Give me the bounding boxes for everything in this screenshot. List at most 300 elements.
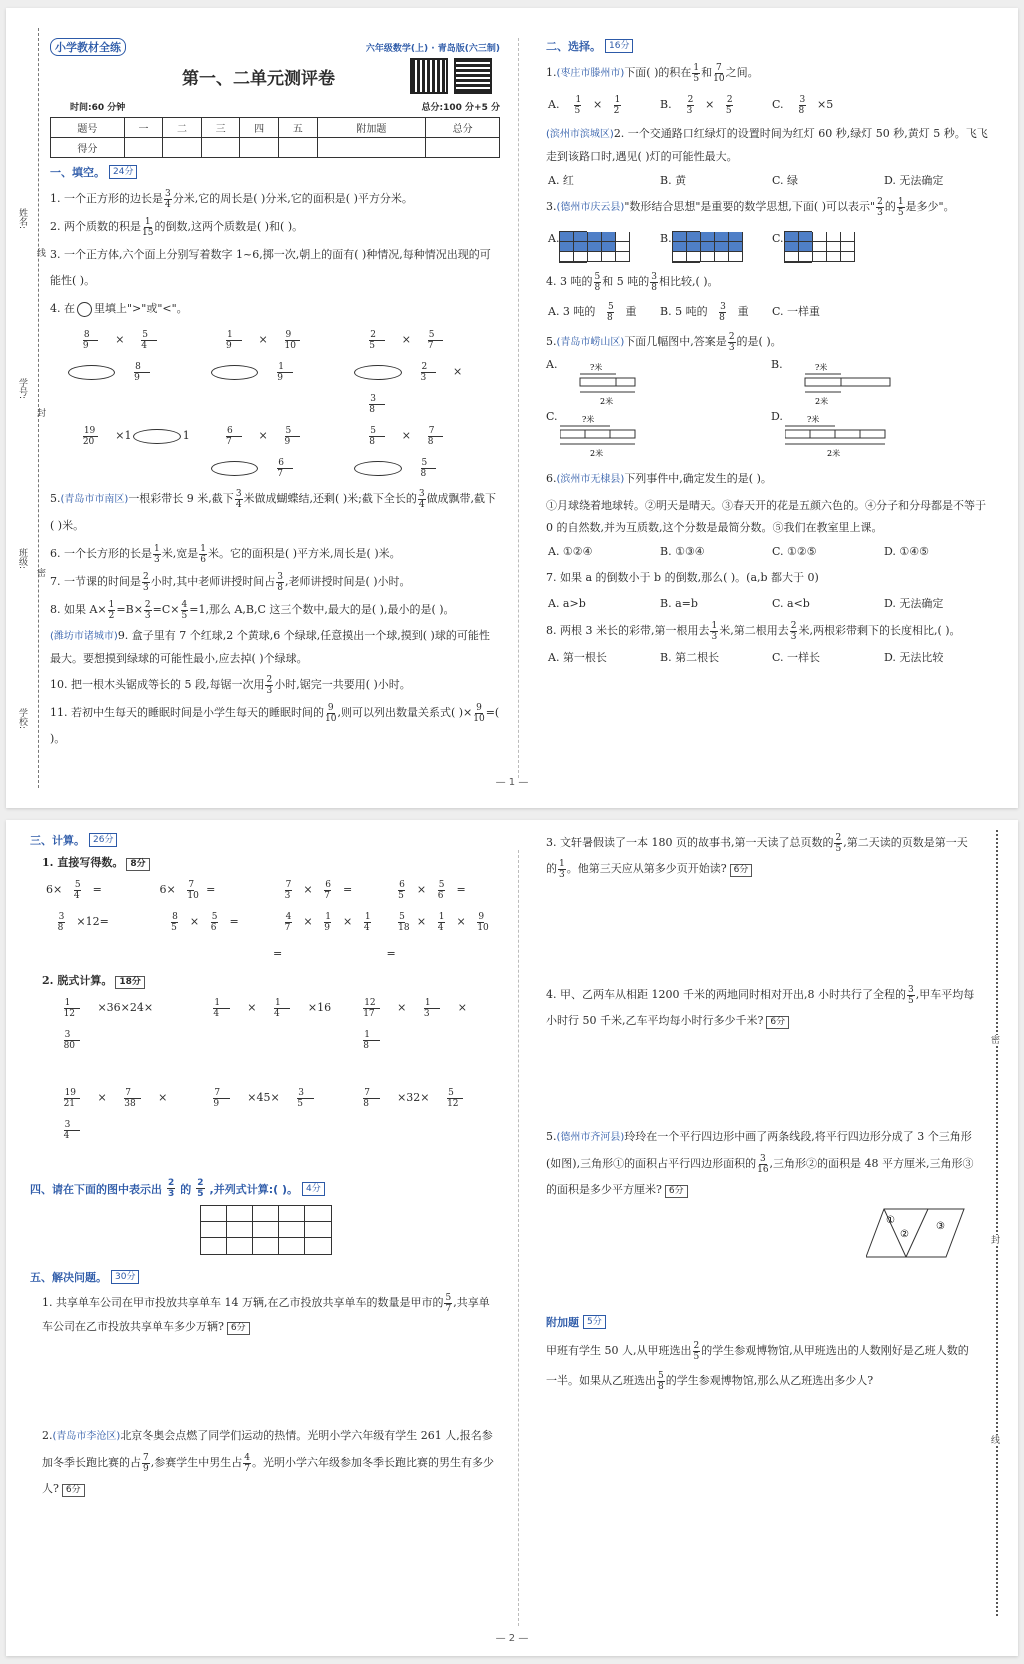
text: 7. 一节课的时间是 <box>50 575 141 588</box>
calc-item: 6× $\frac{5}{4}$ = <box>46 879 102 901</box>
text: 的学生参观博物馆,从甲班选出的人数刚好是乙班人数的一半。如果从乙班选出 <box>546 1344 969 1387</box>
text: 的 <box>884 200 896 213</box>
choice-q8-options <box>546 647 996 669</box>
option-c[interactable]: C. $\frac{3}{8}$ ×5 <box>772 94 834 116</box>
qr-code-icon-2 <box>454 58 492 94</box>
score-header-cell: 二 <box>163 118 202 138</box>
svg-text:?米: ?米 <box>807 415 820 424</box>
choice-q6-options <box>546 541 996 563</box>
mental-calc-row-2 <box>30 906 500 970</box>
grid-cell <box>687 242 701 252</box>
page1-left-column <box>50 8 500 754</box>
source-tag: (枣庄市滕州市) <box>556 68 625 79</box>
page2-right-column <box>546 820 976 1398</box>
text: 四、请在下面的图中表示出 <box>30 1182 162 1196</box>
text: 4. 3 吨的 <box>546 275 593 288</box>
score-table-header <box>51 118 500 138</box>
grid-cell[interactable] <box>201 1238 227 1254</box>
side-label-name: 姓名: <box>17 208 27 230</box>
text: ,第二天读的页数是第一天的 <box>546 836 968 875</box>
text: 6. 一个长方形的长是 <box>50 547 152 560</box>
calc-item: $\frac{7}{9}$ ×45× $\frac{3}{5}$ <box>196 1082 346 1172</box>
text: 8. 如果 A× <box>50 603 107 616</box>
option-c[interactable]: C. ?米 2米 <box>546 410 771 464</box>
option-c[interactable]: C. 一样长 <box>772 651 821 664</box>
choice-q2 <box>546 123 996 168</box>
brand-logo: 小学教材全练 <box>50 38 126 56</box>
grid-cell <box>616 252 630 262</box>
qnum: 6. <box>546 472 557 485</box>
score-header-cell: 五 <box>278 118 317 138</box>
score-cell[interactable] <box>317 138 426 158</box>
option-c[interactable]: C. ①②⑤ <box>772 545 817 558</box>
problem-q3: 3. 文轩暑假读了一本 180 页的故事书,第一天读了总页数的 $\frac{2}{5}$ ,第二天读的页数是第一天的 $\frac{1}{3}$ 。他第三天应从第多少页开始读? 6分 <box>546 832 968 880</box>
grid-cell <box>673 252 687 262</box>
text: =C× <box>152 603 180 616</box>
svg-text:2米: 2米 <box>600 397 614 406</box>
text: 的 <box>180 1182 192 1196</box>
grid-cell[interactable] <box>227 1238 253 1254</box>
compare-item: $\frac{2}{5}$ × $\frac{5}{7}$ $\frac{2}{3}$ × $\frac{3}{8}$ <box>352 324 495 420</box>
text: 做成飘带,截下( )米。 <box>50 492 497 532</box>
text: 相比较,( )。 <box>658 275 719 288</box>
score-cell[interactable] <box>426 138 500 158</box>
shaded-grid-c <box>784 231 812 263</box>
problem-q4: 4. 甲、乙两车从相距 1200 千米的两地同时相对开出,8 小时共行了全程的 $\frac{3}{5}$ ,甲车平均每小时行 50 千米,乙车平均每小时行多少千米? 6分 <box>546 984 975 1027</box>
exam-meta <box>50 100 500 113</box>
score-header-cell: 总分 <box>426 118 500 138</box>
fill-q2-text: 2. 两个质数的积是 <box>50 220 141 233</box>
choice-q3: 3.(德州市庆云县)"数形结合思想"是重要的数学思想,下面( )可以表示" $\frac{2}{3}$ 的 $\frac{1}{5}$ 是多少"。 <box>546 196 955 218</box>
score-header-cell: 三 <box>201 118 240 138</box>
calc-item: $\frac{7}{3}$ × $\frac{6}{7}$ = <box>284 879 353 901</box>
text: 是多少"。 <box>905 200 955 213</box>
exam-time: 时间:60 分钟 <box>70 103 126 113</box>
option-b[interactable]: B. 黄 <box>660 174 687 187</box>
svg-text:2米: 2米 <box>827 449 841 458</box>
grid-cell <box>799 242 813 252</box>
text: 1. 直接写得数。 <box>42 856 124 869</box>
grid-cell <box>729 242 743 252</box>
choice-q2-options <box>546 170 996 192</box>
grid-cell <box>602 232 616 242</box>
text: ,共享单车公司在乙市投放共享单车多少万辆? <box>42 1296 490 1333</box>
text: 小时,其中老师讲授时间占 <box>150 575 276 588</box>
source-tag: (滨州市无棣县) <box>556 474 625 485</box>
grid-cell <box>701 242 715 252</box>
svg-text:③: ③ <box>936 1221 945 1232</box>
choice-q7: 7. 如果 a 的倒数小于 b 的倒数,那么( )。(a,b 都大于 0) <box>546 571 819 584</box>
grid-cell <box>813 232 827 242</box>
score-badge: 6分 <box>227 1322 250 1335</box>
bar-diagram-a <box>560 360 720 408</box>
grid-cell <box>715 232 729 242</box>
calc-item: $\frac{8}{5}$ × $\frac{5}{6}$ = <box>171 911 239 933</box>
grid-cell[interactable] <box>279 1222 305 1238</box>
column-divider <box>518 850 519 1626</box>
score-header-cell: 四 <box>240 118 279 138</box>
side-label-class: 班级: <box>17 548 27 570</box>
text: 和 <box>701 66 713 79</box>
grid-cell <box>687 232 701 242</box>
compare-item: $\frac{19}{20}$ ×1 1 <box>82 425 190 447</box>
source-tag: (滨州市滨城区) <box>546 129 614 140</box>
score-badge: 6分 <box>665 1185 688 1198</box>
text: 。光明小学六年级参加冬季长跑比赛的男生有多少人? <box>42 1456 494 1495</box>
compare-item: $\frac{6}{7}$ × $\frac{5}{9}$ $\frac{6}{7}$ <box>209 420 352 484</box>
column-divider <box>518 38 519 778</box>
grid-cell <box>827 232 841 242</box>
calc-item: $\frac{3}{8}$ ×12= <box>57 911 109 933</box>
text: 的学生参观博物馆,那么从乙班选出多少人? <box>665 1374 874 1387</box>
page-number: — 1 — <box>495 777 529 788</box>
calc-item: $\frac{7}{8}$ ×32× $\frac{5}{12}$ <box>346 1082 496 1172</box>
text: 北京冬奥会点燃了同学们运动的热情。光明小学六年级有学生 261 人,报名参加冬季长跑比赛的占 <box>42 1429 493 1469</box>
grid-cell[interactable] <box>201 1206 227 1222</box>
grid-cell <box>602 252 616 262</box>
option-b[interactable]: B. 5 吨的 $\frac{3}{8}$ 重 <box>660 301 749 323</box>
fill-q9 <box>50 625 500 670</box>
grid-cell <box>827 252 841 262</box>
calc-item: $\frac{1}{4}$ × $\frac{1}{4}$ ×16 <box>213 997 332 1019</box>
section-3-heading <box>30 832 500 848</box>
svg-text:①: ① <box>886 1215 895 1226</box>
option-a[interactable]: A. 3 吨的 $\frac{5}{8}$ 重 <box>548 301 637 323</box>
grid-cell <box>616 242 630 252</box>
text: "数形结合思想"是重要的数学思想,下面( )可以表示" <box>624 200 876 213</box>
option-b[interactable]: B. a=b <box>660 597 698 610</box>
grid-cell <box>785 252 799 262</box>
problem-q1: 1. 共享单车公司在甲市投放共享单车 14 万辆,在乙市投放共享单车的数量是甲市的 $\frac{5}{7}$ ,共享单车公司在乙市投放共享单车多少万辆? 6分 <box>42 1292 490 1333</box>
calc-item: $\frac{5}{18}$ × $\frac{1}{4}$ × $\frac{9}{10}$ = <box>386 911 489 960</box>
section-1-score: 24分 <box>109 165 137 179</box>
score-badge: 8分 <box>126 858 149 871</box>
grid-cell <box>841 252 855 262</box>
qnum: 3. <box>546 200 557 213</box>
grid-cell <box>799 232 813 242</box>
text: 之间。 <box>725 66 759 79</box>
mental-calc-row-1 <box>30 874 500 906</box>
grid-cell[interactable] <box>201 1222 227 1238</box>
exam-total: 总分:100 分+5 分 <box>421 103 500 113</box>
text: 米做成蝴蝶结,还剩( )米;截下全长的 <box>243 492 417 505</box>
grid-cell[interactable] <box>253 1222 279 1238</box>
fill-q2-text-2: 的倒数,这两个质数是( )和( )。 <box>154 220 304 233</box>
text: 9. 盒子里有 7 个红球,2 个黄球,6 个绿球,任意摸出一个球,摸到( )球的可能性最大。要想摸到绿球的可能性最小,应去掉( )个绿球。 <box>50 629 490 665</box>
text: ,甲车平均每小时行 50 千米,乙车平均每小时行多少千米? <box>546 988 975 1027</box>
compare-circle[interactable] <box>211 365 258 380</box>
score-header-cell: 一 <box>124 118 163 138</box>
text: ,参赛学生中男生占 <box>150 1456 243 1469</box>
grid-cell <box>560 232 574 242</box>
denominator: 15 <box>142 227 154 238</box>
qnum: 5. <box>546 1130 557 1143</box>
side-label-line: 线 <box>989 1435 999 1444</box>
exam-page-2 <box>6 820 1018 1656</box>
exam-page-1 <box>6 8 1018 808</box>
grid-cell <box>715 252 729 262</box>
option-a[interactable]: A. <box>548 228 660 263</box>
shaded-grid-b <box>672 231 700 263</box>
fill-q3: 3. 一个正方体,六个面上分别写着数字 1~6,掷一次,朝上的面有( )种情况,每种情况出现的可能性( )。 <box>50 248 491 287</box>
grid-cell <box>574 242 588 252</box>
choice-q3-options <box>546 223 996 267</box>
svg-text:?米: ?米 <box>815 363 828 372</box>
grid-cell <box>588 232 602 242</box>
grid-cell[interactable] <box>279 1238 305 1254</box>
compare-circle[interactable] <box>68 365 115 380</box>
compare-circle[interactable] <box>354 461 401 476</box>
stepwise-calc-row-2 <box>30 1082 500 1172</box>
fill-q6: 6. 一个长方形的长是 $\frac{1}{3}$ 米,宽是 $\frac{1}{6}$ 米。它的面积是( )平方米,周长是( )米。 <box>50 543 401 565</box>
fraction <box>142 217 153 238</box>
grid-cell[interactable] <box>227 1222 253 1238</box>
bar-diagram-b <box>785 360 945 408</box>
choice-q6-events: ①月球绕着地球转。②明天是晴天。③春天开的花是五颜六色的。④分子和分母都是不等于 0 的自然数,并为互质数,这个分数是最简分数。⑤我们在教室里上课。 <box>546 499 986 534</box>
option-a[interactable]: A. ?米 2米 <box>546 358 771 410</box>
score-table-row <box>51 138 500 158</box>
option-a[interactable]: A. 红 <box>548 174 574 187</box>
grid-cell <box>701 232 715 242</box>
fill-q1-text-2: 分米,它的周长是( )分米,它的面积是( )平方分米。 <box>172 192 413 205</box>
section-4-heading: 四、请在下面的图中表示出 $\frac{2}{3}$ 的 $\frac{2}{5}$ ,并列式计算:( )。 4分 <box>30 1178 500 1199</box>
score-cell[interactable] <box>163 138 202 158</box>
grid-cell <box>729 232 743 242</box>
calc-sub1 <box>30 854 500 872</box>
grid-cell <box>673 242 687 252</box>
grid-cell <box>785 242 799 252</box>
qnum: 5. <box>546 335 557 348</box>
text: 一根彩带长 9 米,截下 <box>128 492 234 505</box>
text: 米,宽是 <box>161 547 199 560</box>
page1-right-column <box>546 8 996 669</box>
compare-circle[interactable] <box>211 461 258 476</box>
header-bar <box>50 38 500 56</box>
binding-line <box>996 830 998 1616</box>
section-5-label: 五、解决问题。 <box>30 1271 107 1284</box>
text: 11. 若初中生每天的睡眠时间是小学生每天的睡眠时间的 <box>50 706 324 719</box>
qr-code-icon <box>410 58 448 94</box>
qnum: 5. <box>50 492 61 505</box>
grid-cell <box>574 252 588 262</box>
option-c[interactable]: C. a<b <box>772 597 810 610</box>
score-badge: 6分 <box>766 1016 789 1029</box>
compare-item: $\frac{5}{8}$ × $\frac{7}{8}$ $\frac{5}{8}$ <box>352 420 495 484</box>
grid-cell <box>560 242 574 252</box>
calc-item: $\frac{12}{17}$ × $\frac{1}{3}$ × $\frac{1}{8}$ <box>363 997 467 1051</box>
grid-cell <box>616 232 630 242</box>
text: =( )。 <box>50 706 500 745</box>
text: 1. 共享单车公司在甲市投放共享单车 14 万辆,在乙市投放共享单车的数量是甲市的 <box>42 1296 444 1309</box>
numerator: 1 <box>144 216 151 227</box>
option-a[interactable]: A. 第一根长 <box>548 651 607 664</box>
grid-cell <box>673 232 687 242</box>
section-1-label: 一、填空。 <box>50 166 105 179</box>
option-b[interactable]: B. ①③④ <box>660 545 705 558</box>
source-tag: (潍坊市诸城市) <box>50 631 118 642</box>
svg-text:②: ② <box>900 1229 909 1240</box>
source-tag: (青岛市李沧区) <box>52 1431 121 1442</box>
qnum: 2. <box>42 1429 53 1442</box>
option-c[interactable]: C. 绿 <box>772 174 799 187</box>
option-b[interactable]: B. $\frac{2}{3}$ × $\frac{2}{5}$ <box>660 94 733 116</box>
circle-icon <box>77 302 92 317</box>
option-d[interactable]: D. 无法比较 <box>884 651 944 664</box>
option-c[interactable]: C. 一样重 <box>772 305 821 318</box>
text: ,三角形②的面积是 48 平方厘米,三角形③的面积是多少平方厘米? <box>546 1157 974 1196</box>
fill-q4-text: 4. 在 <box>50 302 75 315</box>
choice-q5: 5.(青岛市崂山区)下面几幅图中,答案是 $\frac{2}{3}$ 的是( )。 <box>546 331 782 353</box>
section-2-label: 二、选择。 <box>546 40 601 53</box>
text: 8. 两根 3 米长的彩带,第一根用去 <box>546 624 710 637</box>
grid-cell <box>813 242 827 252</box>
side-label-student-id: 学号: <box>17 378 27 400</box>
extra-label: 附加题 <box>546 1316 579 1329</box>
grid-cell <box>701 252 715 262</box>
text: =1,那么 A,B,C 这三个数中,最大的是( ),最小的是( )。 <box>189 603 455 616</box>
grid-cell[interactable] <box>227 1206 253 1222</box>
text: 下列事件中,确定发生的是( )。 <box>624 472 772 485</box>
problem-q5: 5.(德州市齐河县)玲玲在一个平行四边形中画了两条线段,将平行四边形分成了 3 个三角形(如图),三角形①的面积占平行四边形面积的 $\frac{3}{16}$ ,三角形②的面积是 48 平方厘米,三角形③的面积是多少平方厘米? 6分 <box>546 1130 974 1196</box>
score-badge: 6分 <box>730 864 753 877</box>
option-a[interactable]: A. ①②④ <box>548 545 593 558</box>
grid-cell <box>827 242 841 252</box>
compare-circle[interactable] <box>354 365 401 380</box>
text: ,老师讲授时间是( )小时。 <box>284 575 411 588</box>
bar-diagram-d <box>785 412 945 460</box>
section-2-heading <box>546 38 996 54</box>
text: 的是( )。 <box>736 335 782 348</box>
blank-grid[interactable] <box>200 1205 332 1255</box>
option-b[interactable]: B. 第二根长 <box>660 651 720 664</box>
side-label-secret: 密 <box>35 568 45 577</box>
score-cell[interactable] <box>278 138 317 158</box>
problem-q2: 2.(青岛市李沧区)北京冬奥会点燃了同学们运动的热情。光明小学六年级有学生 261 人,报名参加冬季长跑比赛的占 $\frac{7}{9}$ ,参赛学生中男生占 $\frac{4}{7}$ 。光明小学六年级参加冬季长跑比赛的男生有多少人? 6分 <box>42 1429 494 1495</box>
section-3-score: 26分 <box>89 833 117 847</box>
compare-circle[interactable] <box>133 429 180 444</box>
page-title: 第一、二单元测评卷 <box>182 69 335 89</box>
grid-cell <box>602 242 616 252</box>
grid-cell[interactable] <box>279 1206 305 1222</box>
side-label-school: 学校: <box>17 708 27 730</box>
parallelogram-diagram <box>866 1205 966 1261</box>
svg-text:2米: 2米 <box>815 397 829 406</box>
option-a[interactable]: A. a>b <box>548 597 586 610</box>
grid-cell[interactable] <box>253 1206 279 1222</box>
section-5-heading <box>30 1269 500 1285</box>
side-label-seal: 封 <box>35 408 45 417</box>
side-label-secret: 密 <box>989 1035 999 1044</box>
extra-question: 甲班有学生 50 人,从甲班选出 $\frac{2}{5}$ 的学生参观博物馆,从甲班选出的人数刚好是乙班人数的一半。如果从乙班选出 $\frac{5}{8}$ 的学生参观博物馆,那么从乙班选出多少人? <box>546 1340 969 1392</box>
option-a[interactable]: A. $\frac{1}{5}$ × $\frac{1}{2}$ <box>548 94 621 116</box>
choice-q7-options <box>546 593 996 615</box>
bar-diagram-c <box>560 412 720 460</box>
calc-item: $\frac{6}{5}$ × $\frac{5}{6}$ = <box>398 879 466 901</box>
qnum: 1. <box>546 66 557 79</box>
text: 米,第二根用去 <box>719 624 789 637</box>
option-b[interactable]: B. ?米 2米 <box>771 358 996 410</box>
grid-cell[interactable] <box>305 1222 331 1238</box>
score-cell[interactable] <box>124 138 163 158</box>
extra-heading <box>546 1314 976 1330</box>
extra-score: 5分 <box>583 1315 606 1329</box>
option-d[interactable]: D. ?米 2米 <box>771 410 996 464</box>
score-row-label: 得分 <box>51 138 125 158</box>
grid-cell <box>687 252 701 262</box>
score-badge: 6分 <box>62 1484 85 1497</box>
title-area <box>50 56 500 96</box>
grid-cell <box>799 252 813 262</box>
grid-cell[interactable] <box>305 1238 331 1254</box>
source-tag: (德州市齐河县) <box>556 1132 625 1143</box>
source-tag: (青岛市市南区) <box>60 494 129 505</box>
text: 小时,锯完一共要用( )小时。 <box>274 678 411 691</box>
option-d[interactable]: D. ①④⑤ <box>884 545 930 558</box>
section-3-label: 三、计算。 <box>30 834 85 847</box>
calc-item: $\frac{19}{21}$ × $\frac{7}{38}$ × $\frac{3}{4}$ <box>63 1087 168 1141</box>
fill-q1 <box>50 186 500 212</box>
text: 下面几幅图中,答案是 <box>624 335 727 348</box>
section-4-score: 4分 <box>302 1182 325 1196</box>
grid-cell <box>813 252 827 262</box>
grid-cell <box>588 252 602 262</box>
choice-q6 <box>546 466 996 493</box>
grid-cell <box>785 232 799 242</box>
score-header-cell: 题号 <box>51 118 125 138</box>
text: ,并列式计算:( )。 <box>209 1182 298 1196</box>
text: 下面( )的积在 <box>624 66 692 79</box>
choice-q8: 8. 两根 3 米长的彩带,第一根用去 $\frac{1}{3}$ 米,第二根用去 $\frac{2}{3}$ 米,两根彩带剩下的长度相比,( )。 <box>546 620 961 642</box>
fill-q1-text: 1. 一个正方形的边长是 <box>50 192 163 205</box>
shaded-grid-a <box>559 231 587 263</box>
option-d[interactable]: D. 无法确定 <box>884 174 944 187</box>
text: 甲班有学生 50 人,从甲班选出 <box>546 1344 692 1357</box>
option-b[interactable]: B. <box>660 228 772 263</box>
compare-row-2 <box>50 420 500 484</box>
numerator: 3 <box>165 188 171 199</box>
score-cell[interactable] <box>240 138 279 158</box>
text: 米。它的面积是( )平方米,周长是( )米。 <box>207 547 401 560</box>
fill-q4 <box>50 296 500 322</box>
grade-info: 六年级数学(上) · 青岛版(六三制) <box>365 43 500 54</box>
text: 玲玲在一个平行四边形中画了两条线段,将平行四边形分成了 3 个三角形(如图),三角形①的面积占平行四边形面积的 <box>546 1130 972 1170</box>
grid-cell <box>560 252 574 262</box>
option-d[interactable]: D. 无法确定 <box>884 597 944 610</box>
grid-cell <box>574 232 588 242</box>
score-table <box>50 117 500 158</box>
grid-cell[interactable] <box>253 1238 279 1254</box>
score-cell[interactable] <box>201 138 240 158</box>
text: 和 5 吨的 <box>602 275 650 288</box>
calc-item: 6× $\frac{7}{10}$ = <box>159 879 216 901</box>
grid-cell[interactable] <box>305 1206 331 1222</box>
fill-q4-text-2: 里填上">"或"<"。 <box>94 302 188 315</box>
source-tag: (青岛市崂山区) <box>556 337 625 348</box>
text: 。他第三天应从第多少页开始读? <box>566 862 727 875</box>
page-number: — 2 — <box>495 1633 529 1644</box>
fill-q2 <box>50 214 500 240</box>
choice-q5-diagrams <box>546 358 996 464</box>
calc-item: $\frac{1}{12}$ ×36×24× $\frac{3}{80}$ <box>63 997 154 1051</box>
fraction <box>164 189 172 210</box>
grid-cell <box>729 252 743 262</box>
score-badge: 18分 <box>115 976 145 989</box>
fill-q8: 8. 如果 A× $\frac{1}{2}$ =B× $\frac{2}{3}$ =C× $\frac{4}{5}$ =1,那么 A,B,C 这三个数中,最大的是( ),最小的是( )。 <box>50 599 455 621</box>
calc-sub2 <box>30 972 500 990</box>
text: 10. 把一根木头锯成等长的 5 段,每锯一次用 <box>50 678 265 691</box>
option-c[interactable]: C. <box>772 228 884 263</box>
svg-text:?米: ?米 <box>590 363 603 372</box>
